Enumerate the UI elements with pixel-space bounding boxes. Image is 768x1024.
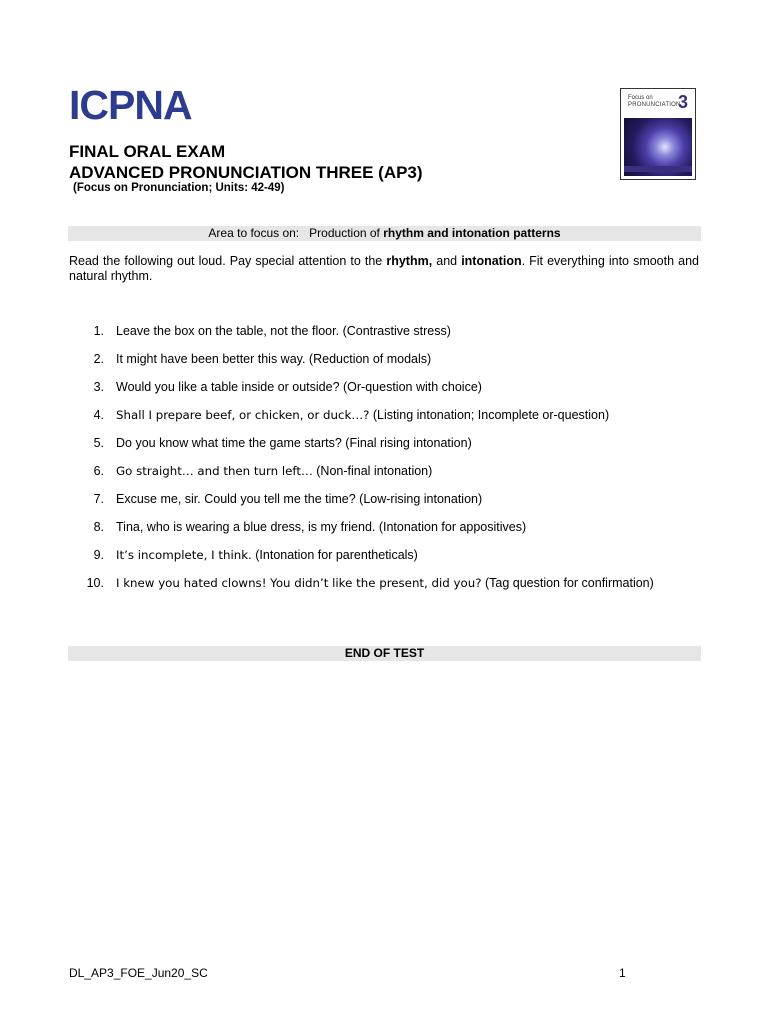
instructions-bold2: intonation <box>461 254 522 268</box>
book-cover-line2: PRONUNCIATION <box>628 102 681 108</box>
sentence-list <box>69 321 709 601</box>
page-number: 1 <box>619 966 626 980</box>
icpna-logo <box>69 82 192 128</box>
item-number: 1. <box>93 324 104 338</box>
item-note: (Intonation for parentheticals) <box>251 548 418 562</box>
item-number: 7. <box>93 492 104 506</box>
item-sentence: Go straight… and then turn left… <box>116 464 313 478</box>
list-item <box>69 517 709 545</box>
instructions-part2: and <box>436 254 458 268</box>
course-subtitle: (Focus on Pronunciation; Units: 42-49) <box>73 182 285 194</box>
item-number: 10. <box>86 576 104 590</box>
item-number: 9. <box>93 548 104 562</box>
book-cover-inner <box>624 92 692 176</box>
item-number: 5. <box>93 436 104 450</box>
course-title: ADVANCED PRONUNCIATION THREE (AP3) <box>69 163 423 182</box>
item-sentence: Tina, who is wearing a blue dress, is my friend. <box>116 520 376 534</box>
item-note: (Reduction of modals) <box>305 352 432 366</box>
item-text <box>116 517 526 537</box>
item-sentence: Leave the box on the table, not the floor. <box>116 324 340 338</box>
focus-label: Area to focus on: <box>208 226 300 240</box>
instructions-part1: Read the following out loud. Pay special attention to the <box>69 254 383 268</box>
item-note: (Intonation for appositives) <box>375 520 527 534</box>
item-text <box>116 573 654 593</box>
item-text <box>116 489 482 509</box>
item-sentence: It might have been better this way. <box>116 352 306 366</box>
list-item <box>69 405 709 433</box>
item-number: 4. <box>93 408 104 422</box>
item-text <box>116 377 482 397</box>
item-text <box>116 461 432 481</box>
item-text <box>116 321 451 341</box>
book-cover-band <box>624 166 692 172</box>
list-item <box>69 433 709 461</box>
item-number: 3. <box>93 380 104 394</box>
item-text <box>116 545 418 565</box>
end-of-test-bar: END OF TEST <box>68 646 701 661</box>
item-note: (Tag question for confirmation) <box>481 576 654 590</box>
item-number: 8. <box>93 520 104 534</box>
item-sentence: I knew you hated clowns! You didn’t like the present, did you? <box>116 576 482 590</box>
list-item <box>69 321 709 349</box>
book-cover-line1: Focus on <box>628 95 653 101</box>
item-note: (Or-question with choice) <box>339 380 482 394</box>
list-item <box>69 489 709 517</box>
item-sentence: Excuse me, sir. Could you tell me the time? <box>116 492 356 506</box>
item-sentence: Do you know what time the game starts? <box>116 436 342 450</box>
instructions-bold1: rhythm, <box>386 254 433 268</box>
item-sentence: Shall I prepare beef, or chicken, or duck…? <box>116 408 370 422</box>
item-sentence: Would you like a table inside or outside? <box>116 380 340 394</box>
list-item <box>69 377 709 405</box>
document-code: DL_AP3_FOE_Jun20_SC <box>69 966 208 980</box>
item-text <box>116 405 609 425</box>
item-note: (Non-final intonation) <box>312 464 433 478</box>
instructions-paragraph <box>69 254 699 284</box>
list-item <box>69 573 709 601</box>
focus-prefix: Production of <box>309 226 380 240</box>
exam-title: FINAL ORAL EXAM <box>69 142 226 161</box>
list-item <box>69 349 709 377</box>
item-note: (Final rising intonation) <box>341 436 472 450</box>
item-note: (Listing intonation; Incomplete or-question) <box>369 408 610 422</box>
item-text <box>116 349 431 369</box>
item-sentence: It’s incomplete, I think. <box>116 548 252 562</box>
item-number: 2. <box>93 352 104 366</box>
list-item <box>69 545 709 573</box>
focus-bold: rhythm and intonation patterns <box>383 226 561 240</box>
logo-text: ICPNA <box>69 82 192 128</box>
item-note: (Low-rising intonation) <box>355 492 483 506</box>
focus-area-bar <box>68 226 701 241</box>
item-text <box>116 433 472 453</box>
instructions-part3: . Fit everything into smooth and natural rhythm. <box>69 254 699 283</box>
book-cover-image <box>620 88 696 180</box>
list-item <box>69 461 709 489</box>
item-number: 6. <box>93 464 104 478</box>
item-note: (Contrastive stress) <box>339 324 451 338</box>
book-cover-header <box>624 92 692 118</box>
book-cover-number: 3 <box>677 92 688 112</box>
